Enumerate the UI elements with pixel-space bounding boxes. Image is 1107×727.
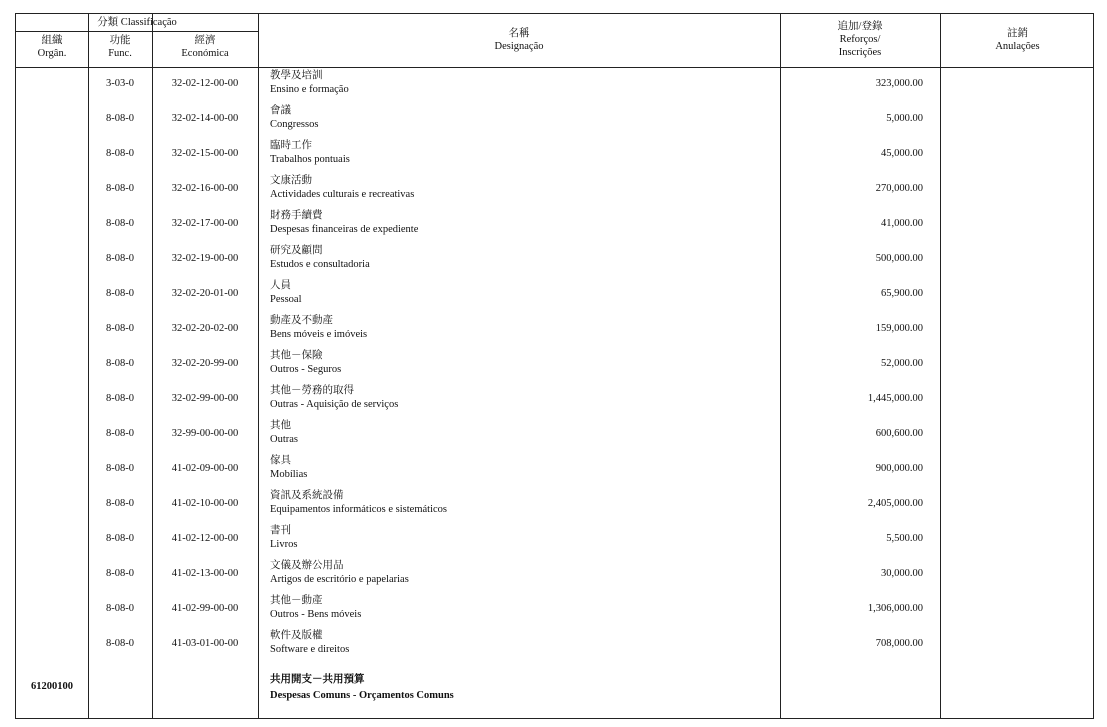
header-econ-zh: 經濟	[194, 35, 216, 46]
header-cancellations	[940, 27, 1095, 53]
economic-code: 32-02-16-00-00	[171, 183, 239, 194]
reinforcement-amount: 500,000.00	[875, 253, 923, 264]
func-code: 8-08-0	[106, 218, 134, 229]
table-row	[16, 102, 1093, 137]
header-func-zh: 功能	[109, 35, 131, 46]
header-classification: 分類 Classificação	[97, 17, 177, 28]
reinforcement-amount: 45,000.00	[881, 148, 923, 159]
func-code: 8-08-0	[106, 358, 134, 369]
designation-zh: 軟件及版權	[270, 629, 323, 641]
reinforcement-amount: 5,500.00	[886, 533, 923, 544]
designation-zh: 書刊	[270, 524, 291, 536]
economic-code: 41-02-10-00-00	[171, 498, 239, 509]
designation-zh: 會議	[270, 104, 291, 116]
func-code: 8-08-0	[106, 533, 134, 544]
header-designation-pt: Designação	[494, 41, 544, 52]
designation-pt: Actividades culturais e recreativas	[270, 189, 415, 200]
designation-zh: 傢具	[270, 454, 291, 466]
designation-zh: 文康活動	[270, 174, 312, 186]
designation-zh: 教學及培訓	[270, 69, 323, 81]
table-row	[16, 172, 1093, 207]
designation-pt: Outras	[270, 434, 298, 445]
section-title-pt: Despesas Comuns - Orçamentos Comuns	[270, 690, 454, 701]
reinforcement-amount: 270,000.00	[875, 183, 923, 194]
designation-zh: 資訊及系統設備	[270, 489, 344, 501]
designation-pt: Bens móveis e imóveis	[270, 329, 368, 340]
func-code: 8-08-0	[106, 568, 134, 579]
economic-code: 32-02-19-00-00	[171, 253, 239, 264]
reinforcement-amount: 900,000.00	[875, 463, 923, 474]
func-code: 8-08-0	[106, 288, 134, 299]
func-code: 8-08-0	[106, 148, 134, 159]
designation-pt: Trabalhos pontuais	[270, 154, 350, 165]
table-row	[16, 347, 1093, 382]
designation-zh: 其他－保險	[270, 349, 323, 361]
header-designation-zh: 名稱	[508, 28, 530, 39]
header-organ-pt: Orgân.	[37, 48, 67, 59]
economic-code: 41-02-13-00-00	[171, 568, 239, 579]
reinforcement-amount: 323,000.00	[875, 78, 923, 89]
table-row	[16, 242, 1093, 277]
reinforcement-amount: 159,000.00	[875, 323, 923, 334]
reinforcement-amount: 52,000.00	[881, 358, 923, 369]
table-row	[16, 452, 1093, 487]
economic-code: 41-03-01-00-00	[171, 638, 239, 649]
header-reinforcements-pt2: Inscrições	[838, 47, 882, 58]
header-func	[88, 34, 152, 60]
func-code: 8-08-0	[106, 638, 134, 649]
economic-code: 32-02-14-00-00	[171, 113, 239, 124]
designation-pt: Ensino e formação	[270, 84, 349, 95]
table-row	[16, 417, 1093, 452]
economic-code: 32-02-12-00-00	[171, 78, 239, 89]
func-code: 8-08-0	[106, 463, 134, 474]
organ-code: 61200100	[31, 681, 73, 692]
designation-pt: Outros - Seguros	[270, 364, 342, 375]
func-code: 8-08-0	[106, 323, 134, 334]
designation-pt: Livros	[270, 539, 298, 550]
table-row	[16, 627, 1093, 662]
table-row	[16, 312, 1093, 347]
header-func-pt: Func.	[108, 48, 132, 59]
designation-pt: Estudos e consultadoria	[270, 259, 370, 270]
reinforcement-amount: 1,306,000.00	[867, 603, 923, 614]
header-sub-divider	[16, 31, 258, 32]
economic-code: 32-02-20-99-00	[171, 358, 239, 369]
reinforcement-amount: 1,445,000.00	[867, 393, 923, 404]
economic-code: 32-99-00-00-00	[171, 428, 239, 439]
table-row	[16, 137, 1093, 172]
designation-pt: Despesas financeiras de expediente	[270, 224, 419, 235]
func-code: 8-08-0	[106, 603, 134, 614]
func-code: 8-08-0	[106, 183, 134, 194]
designation-pt: Software e direitos	[270, 644, 350, 655]
designation-pt: Artigos de escritório e papelarias	[270, 574, 409, 585]
table-row	[16, 67, 1093, 102]
designation-zh: 其他－動產	[270, 594, 323, 606]
header-designation	[258, 27, 780, 53]
designation-zh: 其他－勞務的取得	[270, 384, 354, 396]
economic-code: 32-02-15-00-00	[171, 148, 239, 159]
designation-pt: Outros - Bens móveis	[270, 609, 362, 620]
reinforcement-amount: 600,600.00	[875, 428, 923, 439]
table-row	[16, 487, 1093, 522]
func-code: 3-03-0	[106, 78, 134, 89]
header-cancellations-pt: Anulações	[995, 41, 1040, 52]
reinforcement-amount: 65,900.00	[881, 288, 923, 299]
func-code: 8-08-0	[106, 498, 134, 509]
section-title-zh: 共用開支－共用預算	[270, 673, 365, 685]
header-econ-pt: Económica	[181, 48, 229, 59]
reinforcement-amount: 30,000.00	[881, 568, 923, 579]
economic-code: 41-02-99-00-00	[171, 603, 239, 614]
table-body	[16, 67, 1093, 662]
header-cancellations-zh: 註銷	[1007, 28, 1028, 39]
header-reinforcements-zh: 追加/登錄	[837, 21, 883, 32]
reinforcement-amount: 2,405,000.00	[867, 498, 923, 509]
table-row	[16, 592, 1093, 627]
designation-zh: 動產及不動產	[270, 314, 333, 326]
func-code: 8-08-0	[106, 113, 134, 124]
reinforcement-amount: 41,000.00	[881, 218, 923, 229]
designation-zh: 人員	[270, 279, 291, 291]
header-organ-zh: 組織	[41, 35, 63, 46]
designation-pt: Pessoal	[270, 294, 302, 305]
economic-code: 41-02-12-00-00	[171, 533, 239, 544]
header-reinforcements-pt1: Reforços/	[839, 34, 881, 45]
table-row	[16, 522, 1093, 557]
economic-code: 32-02-20-02-00	[171, 323, 239, 334]
economic-code: 32-02-17-00-00	[171, 218, 239, 229]
designation-pt: Outras - Aquisição de serviços	[270, 399, 399, 410]
reinforcement-amount: 708,000.00	[875, 638, 923, 649]
economic-code: 32-02-99-00-00	[171, 393, 239, 404]
reinforcement-amount: 5,000.00	[886, 113, 923, 124]
header-econ	[152, 34, 258, 60]
designation-zh: 文儀及辦公用品	[270, 559, 344, 571]
designation-zh: 其他	[270, 419, 291, 431]
table-row	[16, 277, 1093, 312]
func-code: 8-08-0	[106, 428, 134, 439]
budget-table	[15, 13, 1094, 719]
header-organ	[16, 34, 88, 60]
designation-zh: 財務手續費	[270, 209, 323, 221]
header-reinforcements	[780, 20, 940, 59]
designation-pt: Equipamentos informáticos e sistemáticos	[270, 504, 448, 515]
func-code: 8-08-0	[106, 393, 134, 404]
designation-pt: Congressos	[270, 119, 319, 130]
designation-pt: Mobílias	[270, 469, 308, 480]
table-row	[16, 382, 1093, 417]
economic-code: 32-02-20-01-00	[171, 288, 239, 299]
designation-zh: 臨時工作	[270, 139, 312, 151]
economic-code: 41-02-09-00-00	[171, 463, 239, 474]
table-row	[16, 207, 1093, 242]
func-code: 8-08-0	[106, 253, 134, 264]
designation-zh: 研究及顧問	[270, 244, 323, 256]
table-row	[16, 557, 1093, 592]
